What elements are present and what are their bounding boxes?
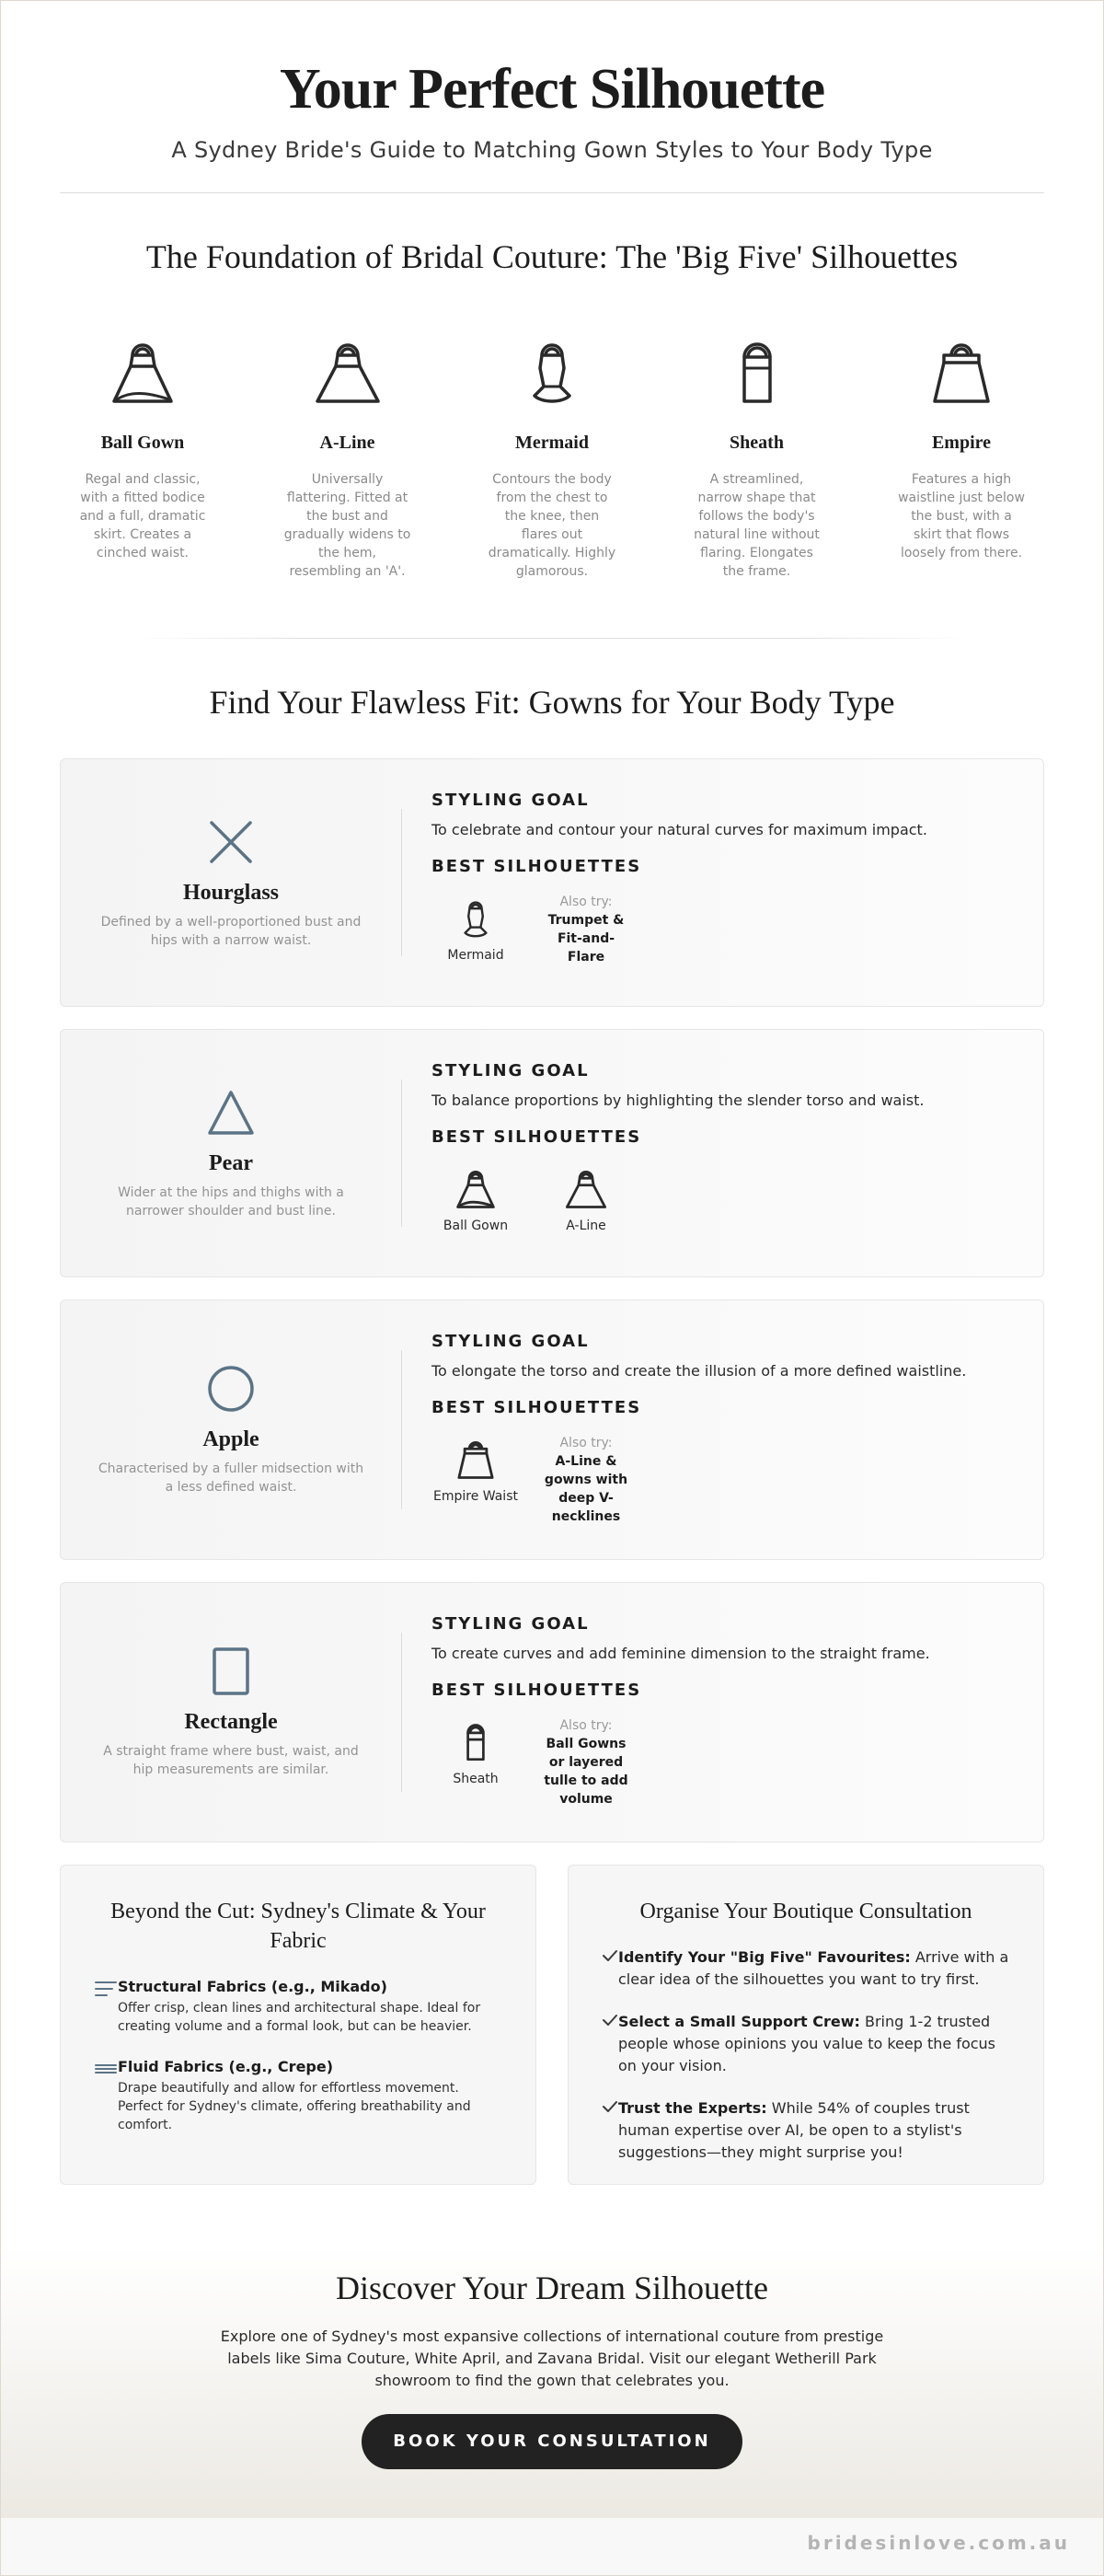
styling-goal-text: To create curves and add feminine dimension to the straight frame. [431, 1645, 930, 1662]
best-silhouettes-label: BEST SILHOUETTES [431, 1681, 642, 1700]
styling-goal-text: To balance proportions by highlighting the slender torso and waist. [431, 1092, 925, 1109]
silhouette-name: Mermaid [515, 433, 589, 453]
body-type-name: Rectangle [184, 1710, 278, 1734]
body-type-desc: Defined by a well-proportioned bust and hips with a narrow waist. [100, 914, 362, 948]
fluid-lines-icon [94, 2058, 118, 2134]
page-title: Your Perfect Silhouette [279, 58, 825, 121]
consultation-panel [568, 1865, 1044, 2185]
circle-icon [206, 1363, 256, 1415]
book-consultation-button[interactable]: BOOK YOUR CONSULTATION [362, 2414, 742, 2469]
also-try-text: Trumpet & Fit-and-Flare [547, 913, 625, 965]
body-type-desc: Wider at the hips and thighs with a narrower shoulder and bust line. [118, 1184, 344, 1219]
big-five-title: The Foundation of Bridal Couture: The 'Big Five' Silhouettes [145, 238, 959, 275]
silhouette-label: Empire Waist [433, 1489, 518, 1504]
also-try-label: Also try: [559, 1718, 613, 1733]
divider [60, 192, 1044, 193]
checklist-item-bold: Select a Small Support Crew: [618, 2013, 860, 2030]
styling-goal-text: To celebrate and contour your natural curves for maximum impact. [431, 821, 927, 838]
silhouette-name: Ball Gown [100, 433, 185, 453]
footer [1, 2518, 1103, 2575]
checklist-item [602, 2011, 1010, 2077]
silhouette-desc: Contours the body from the chest to the knee, then flares out dramatically. Highly glamorous. [488, 472, 616, 579]
checklist-item-text: Bring 1-2 trusted people whose opinions you value to keep the focus on your vision. [618, 2013, 996, 2074]
silhouette-card-mermaid [469, 331, 635, 581]
call-to-action [1, 2247, 1103, 2518]
fabric-item [94, 1978, 502, 2036]
checklist-item-bold: Identify Your "Big Five" Favourites: [618, 1948, 911, 1966]
ball-gown-icon [431, 1163, 520, 1209]
mermaid-icon [431, 893, 520, 939]
best-silhouettes-label: BEST SILHOUETTES [431, 857, 642, 876]
triangle-icon [206, 1087, 256, 1138]
cta-title: Discover Your Dream Silhouette [336, 2270, 768, 2306]
body-type-card-hourglass [60, 758, 1044, 1007]
recommended-silhouette [431, 1716, 520, 1786]
body-type-card-pear [60, 1029, 1044, 1277]
silhouette-label: Mermaid [447, 948, 504, 963]
checklist-item [602, 2097, 1010, 2164]
a-line-icon [542, 1163, 630, 1209]
checklist-item-text: Arrive with a clear idea of the silhouettes you want to try first. [618, 1948, 1009, 1988]
fabric-panel [60, 1865, 536, 2185]
hero [1, 1, 1103, 163]
fabric-text: Offer crisp, clean lines and architectural shape. Ideal for creating volume and a formal look, but can be heavier. [118, 2001, 481, 2034]
footer-domain: bridesinlove.com.au [807, 2532, 1070, 2554]
also-try [542, 1436, 630, 1526]
styling-goal-label: STYLING GOAL [431, 791, 590, 810]
check-icon [602, 1946, 618, 1991]
silhouette-card-sheath [674, 331, 840, 581]
fit-title: Find Your Flawless Fit: Gowns for Your Body Type [209, 684, 895, 721]
also-try [542, 895, 630, 966]
mermaid-icon [469, 331, 635, 405]
checklist-item-text: While 54% of couples trust human expertise over AI, be open to a stylist's suggestions—they might surprise you! [618, 2099, 970, 2161]
silhouette-card-ball-gown [60, 331, 225, 581]
best-silhouettes-label: BEST SILHOUETTES [431, 1398, 642, 1417]
recommended-silhouette [431, 893, 520, 963]
silhouette-name: Empire [931, 433, 992, 453]
silhouette-desc: Features a high waistline just below the bust, with a skirt that flows loosely from there. [898, 472, 1025, 560]
info-panels [1, 1865, 1103, 2185]
sheath-icon [431, 1716, 520, 1762]
consultation-panel-title: Organise Your Boutique Consultation [639, 1900, 972, 1923]
recommended-silhouette [431, 1434, 520, 1504]
silhouette-card-a-line [265, 331, 431, 581]
silhouette-desc: A streamlined, narrow shape that follows the body's natural line without flaring. Elongates the frame. [694, 472, 820, 579]
sheath-icon [674, 331, 840, 405]
silhouette-card-empire [879, 331, 1044, 581]
big-five-list [1, 331, 1103, 581]
fabric-text: Drape beautifully and allow for effortless movement. Perfect for Sydney's climate, offering breathability and comfort. [118, 2081, 471, 2132]
also-try [542, 1718, 630, 1808]
silhouette-label: Sheath [453, 1772, 499, 1786]
fabric-panel-title: Beyond the Cut: Sydney's Climate & Your Fabric [110, 1900, 486, 1953]
also-try-label: Also try: [559, 1436, 613, 1450]
check-icon [602, 2097, 618, 2164]
styling-goal-label: STYLING GOAL [431, 1332, 590, 1351]
styling-goal-text: To elongate the torso and create the illusion of a more defined waistline. [431, 1362, 967, 1380]
also-try-label: Also try: [559, 895, 613, 909]
fabric-title: Structural Fabrics (e.g., Mikado) [118, 1978, 387, 1995]
also-try-text: Ball Gowns or layered tulle to add volume [544, 1737, 628, 1807]
body-type-name: Hourglass [182, 880, 279, 905]
ball-gown-icon [60, 331, 225, 405]
checklist-item [602, 1946, 1010, 1991]
body-type-card-rectangle [60, 1582, 1044, 1842]
empire-icon [879, 331, 1044, 405]
page-subtitle: A Sydney Bride's Guide to Matching Gown Styles to Your Body Type [171, 137, 933, 163]
silhouette-desc: Regal and classic, with a fitted bodice and a full, dramatic skirt. Creates a cinched waist. [79, 472, 206, 560]
body-type-name: Pear [209, 1150, 253, 1175]
structured-lines-icon [94, 1978, 118, 2036]
styling-goal-label: STYLING GOAL [431, 1061, 590, 1080]
divider [138, 638, 966, 639]
styling-goal-label: STYLING GOAL [431, 1614, 590, 1634]
silhouette-name: Sheath [730, 433, 784, 453]
body-type-desc: A straight frame where bust, waist, and hip measurements are similar. [103, 1744, 359, 1777]
recommended-silhouette [542, 1163, 630, 1233]
silhouette-name: A-Line [319, 433, 375, 453]
check-icon [602, 2011, 618, 2077]
cta-text: Explore one of Sydney's most expansive collections of international couture from prestige labels like Sima Couture, White April, and Zavana Bridal. Visit our elegant Wetherill Park showroom to find the gown that celebrates you. [220, 2328, 884, 2389]
silhouette-label: Ball Gown [443, 1219, 509, 1233]
hourglass-x-icon [208, 816, 254, 868]
a-line-icon [265, 331, 431, 405]
empire-icon [431, 1434, 520, 1480]
recommended-silhouette [431, 1163, 520, 1233]
also-try-text: A-Line & gowns with deep V-necklines [544, 1454, 628, 1524]
fabric-item [94, 2058, 502, 2134]
fabric-title: Fluid Fabrics (e.g., Crepe) [118, 2058, 334, 2075]
body-type-card-apple [60, 1300, 1044, 1560]
silhouette-desc: Universally flattering. Fitted at the bust and gradually widens to the hem, resembling an 'A'. [283, 472, 411, 579]
checklist-item-bold: Trust the Experts: [618, 2099, 767, 2117]
best-silhouettes-label: BEST SILHOUETTES [431, 1127, 642, 1147]
body-type-desc: Characterised by a fuller midsection with a less defined waist. [98, 1461, 364, 1495]
rectangle-icon [211, 1646, 251, 1697]
body-type-name: Apple [202, 1427, 259, 1451]
body-type-list [1, 758, 1103, 1842]
silhouette-label: A-Line [566, 1219, 606, 1233]
